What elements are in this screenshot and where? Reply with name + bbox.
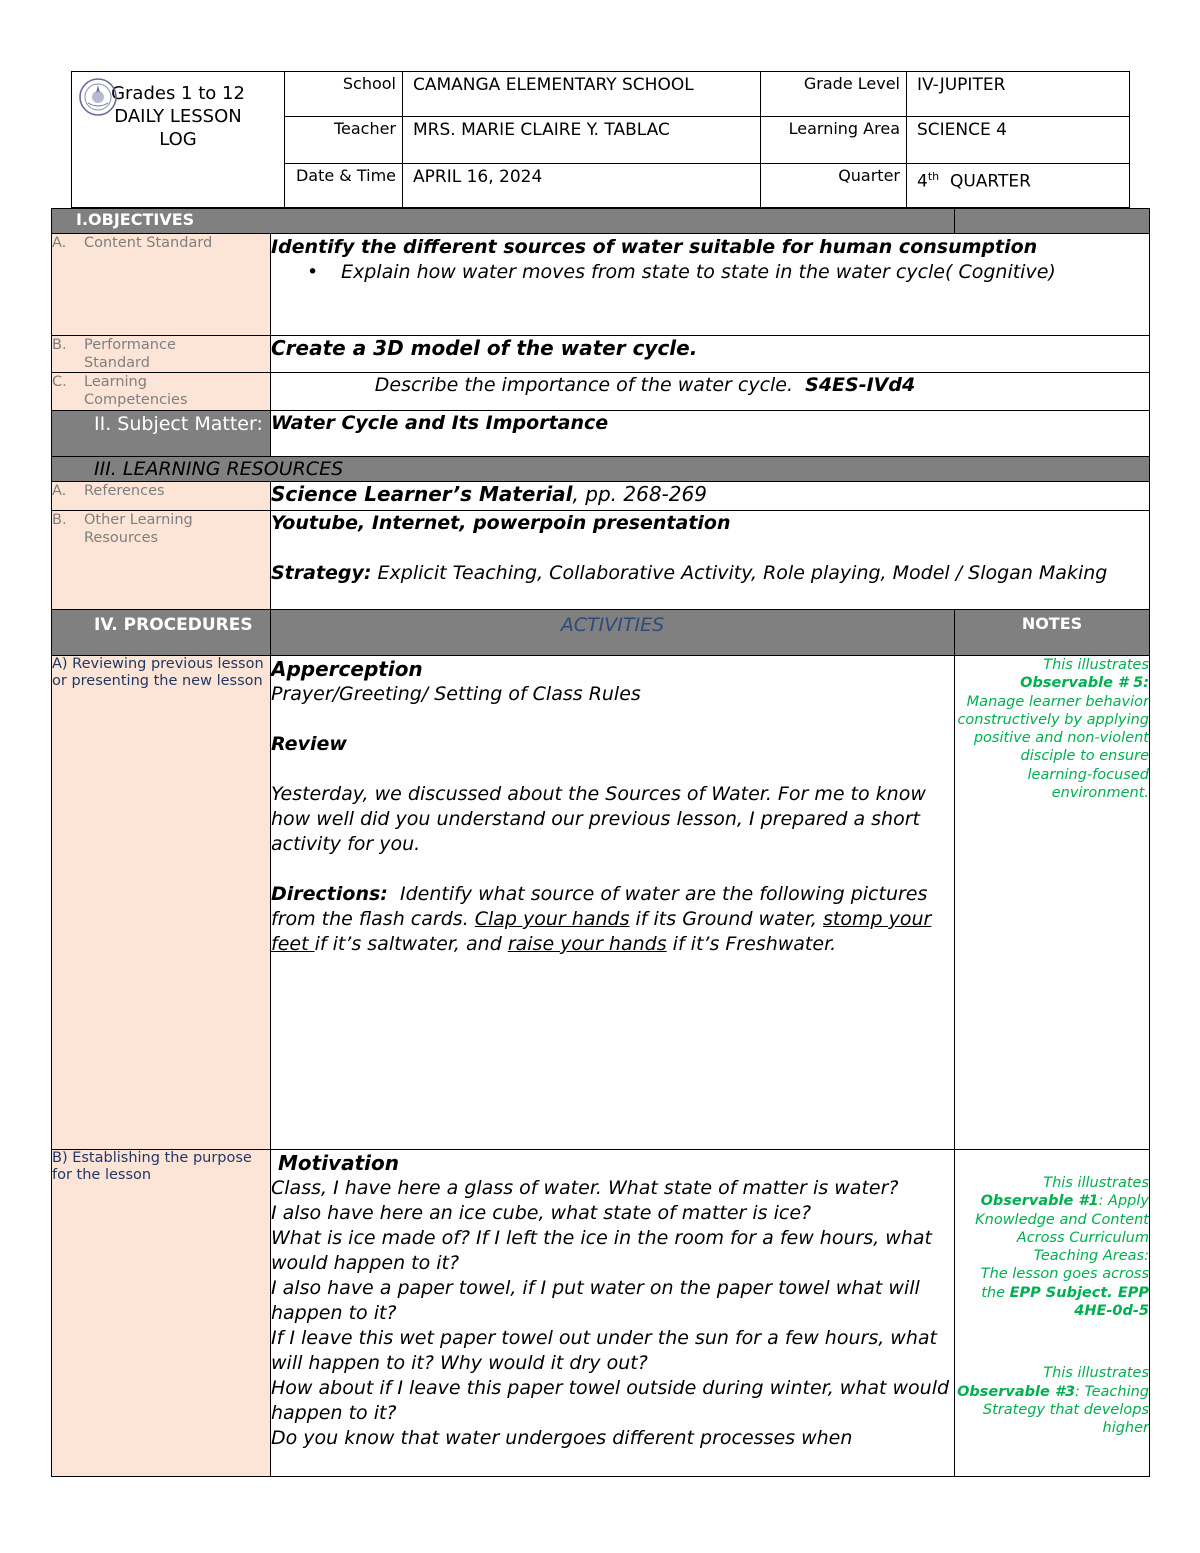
content-standard-text [271,234,1150,336]
school-value: CAMANGA ELEMENTARY SCHOOL [403,72,761,117]
resources-title: III. LEARNING RESOURCES [52,457,1150,482]
raise-hands-text: raise your hands [507,933,667,955]
clap-hands-text: Clap your hands [474,908,630,930]
notes-header: NOTES [955,610,1150,656]
date-time-label: Date & Time [285,164,403,208]
references-label: A. References [52,482,271,511]
learning-competencies-label: C. Learning Competencies [52,373,271,411]
performance-standard-text: Create a 3D model of the water cycle. [271,336,1150,373]
other-resources-row [52,511,1150,610]
performance-standard-label: B. Performance Standard [52,336,271,373]
content-standard-row [52,234,1150,336]
learning-competencies-row [52,373,1150,411]
lesson-log-table [51,208,1150,1477]
activities-header: ACTIVITIES [271,610,955,656]
quarter-suffix: th [927,170,940,183]
grade-level-label: Grade Level [761,72,907,117]
reference-pages: , pp. 268-269 [572,482,707,506]
other-resources-text [271,511,1150,610]
motivation-line-1: Class, I have here a glass of water. What state of matter is water? [271,1177,899,1199]
quarter-number: 4 [917,171,928,192]
procedure-a-activities [271,656,955,1150]
quarter-word: QUARTER [949,171,1031,192]
bullet-icon: • [307,261,319,283]
quarter-value [907,164,1130,208]
objectives-title: I.OBJECTIVES [52,209,955,234]
review-paragraph: Yesterday, we discussed about the Sources of Water. For me to know how well did you understand our previous lesson, I prepared a short activity for you. [271,783,926,855]
content-standard-bullet: • Explain how water moves from state to state in the water cycle( Cognitive) [307,261,1056,283]
procedures-title: IV. PROCEDURES [52,610,271,656]
references-row [52,482,1150,511]
motivation-line-6: How about if I leave this paper towel outside during winter, what would happen to it? [271,1377,950,1424]
observable-5-label: Observable # 5: [1020,675,1149,692]
subject-matter-row [52,411,1150,457]
learning-area-value: SCIENCE 4 [907,117,1130,164]
learning-competencies-text: Describe the importance of the water cycle. S4ES-IVd4 [271,373,1150,411]
content-standard-letter: A. [52,235,67,251]
brand-line-3: LOG [159,129,197,150]
teacher-label: Teacher [285,117,403,164]
apperception-heading: Apperception [271,657,423,681]
grade-level-value: IV-JUPITER [907,72,1130,117]
observable-1-label: Observable #1 [980,1193,1099,1210]
procedure-a-row [52,656,1150,1150]
date-value: APRIL 16, 2024 [403,164,761,208]
deped-seal-icon [78,77,118,117]
header-table [71,71,1130,208]
procedure-a-notes: This illustrates Observable # 5: Manage learner behavior constructively by applying positive and non-violent disciple to ensure learning-focused environment. [955,656,1150,1150]
teacher-value: MRS. MARIE CLAIRE Y. TABLAC [403,117,761,164]
quarter-label: Quarter [761,164,907,208]
objectives-header-spacer [955,209,1150,234]
directions-paragraph: Directions: Identify what source of water are the following pictures from the flash cards. Clap your hands if its Ground water, stomp your feet if it’s saltwater, and raise your hands if it’s Freshwater. [271,883,934,955]
reference-book: Science Learner’s Material [271,482,573,506]
procedures-section-header [52,610,1150,656]
motivation-line-2: I also have here an ice cube, what state of matter is ice? [271,1202,812,1224]
procedure-b-activities [271,1150,955,1477]
apperception-line: Prayer/Greeting/ Setting of Class Rules [271,683,641,705]
resources-section-header [52,457,1150,482]
content-standard-main: Identify the different sources of water suitable for human consumption [271,236,1038,258]
review-heading: Review [271,733,347,755]
procedure-b-notes: This illustrates Observable #1: Apply Knowledge and Content Across Curriculum Teaching Areas: The lesson goes across the EPP Subject. EPP 4HE-0d-5 This illustrates Observable #3: Teaching Strategy that develops higher [955,1150,1150,1477]
school-label: School [285,72,403,117]
procedure-a-label: A) Reviewing previous lesson or presenting the new lesson [52,656,271,1150]
motivation-line-3: What is ice made of? If I left the ice in the room for a few hours, what would happen to it? [271,1227,932,1274]
motivation-line-5: If I leave this wet paper towel out under the sun for a few hours, what will happen to it? Why would it dry out? [271,1327,937,1374]
procedure-b-label: B) Establishing the purpose for the lesson [52,1150,271,1477]
motivation-line-7: Do you know that water undergoes different processes when [271,1427,853,1449]
subject-matter-value: Water Cycle and Its Importance [271,411,1150,457]
stomp-feet-text: stomp your feet [271,908,932,955]
directions-label: Directions: [271,883,388,905]
objectives-section-header [52,209,1150,234]
performance-standard-row [52,336,1150,373]
references-text [271,482,1150,511]
brand-line-1: Grades 1 to 12 [111,83,245,104]
observable-3-label: Observable #3 [957,1383,1076,1400]
content-standard-label: A. Content Standard [52,234,271,336]
epp-subject-label: EPP Subject. EPP 4HE-0d-5 [1009,1284,1149,1320]
competency-code: S4ES-IVd4 [805,374,916,396]
motivation-heading: Motivation [278,1151,399,1175]
brand-line-2: DAILY LESSON [114,106,242,127]
motivation-line-4: I also have a paper towel, if I put water on the paper towel what will happen to it? [271,1277,920,1324]
dll-brand-cell [72,72,285,208]
learning-area-label: Learning Area [761,117,907,164]
procedure-b-row [52,1150,1150,1477]
other-resources-label: B. Other Learning Resources [52,511,271,610]
subject-matter-label: II. Subject Matter: [52,411,271,457]
strategy-text: Strategy: Explicit Teaching, Collaborative Activity, Role playing, Model / Slogan Making [271,562,1108,584]
strategy-label: Strategy: [271,562,372,584]
other-resources-list: Youtube, Internet, powerpoin presentation [271,512,731,534]
